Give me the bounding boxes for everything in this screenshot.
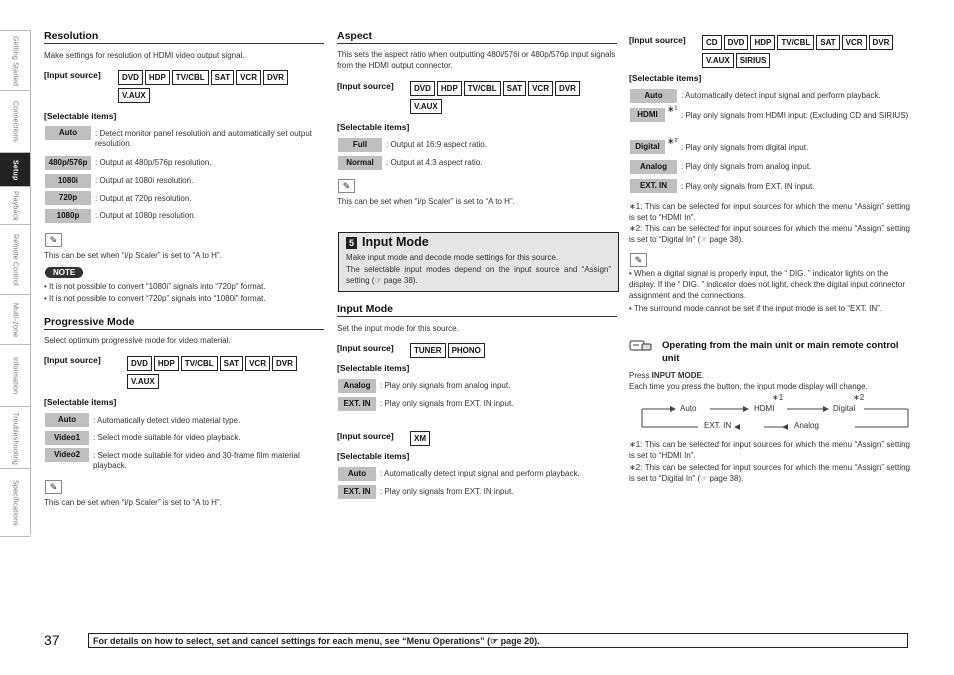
pencil-icon: ✎ — [630, 253, 647, 267]
progressive-desc: Select optimum progressive mode for video material. — [44, 336, 231, 345]
source-box: PHONO — [448, 343, 485, 358]
footnote-2: ∗2: This can be selected for input sources for which the menu “Assign” setting is set to “Digital In” (☞ page 38). — [629, 224, 910, 244]
input-mode-key: INPUT MODE — [651, 371, 702, 380]
source-box: SAT — [211, 70, 234, 85]
input-mode-source-list — [410, 340, 487, 358]
input-mode-selectable-label: [Selectable items] — [337, 363, 410, 373]
source-box: DVR — [263, 70, 288, 85]
pencil-icon: ✎ — [45, 233, 62, 247]
input-mode-box-desc2: The selectable input modes depend on the input source and “Assign” setting (☞ page 38). — [346, 265, 611, 285]
tab-multi-zone[interactable]: Multi-zone — [0, 294, 30, 345]
footnote-mark: ∗² — [667, 136, 678, 146]
operating-heading: Operating from the main unit or main remote control unit — [662, 340, 899, 364]
progressive-item-auto-desc: : Automatically detect video material type. — [93, 416, 241, 425]
input-mode-box-desc: Make input mode and decode mode settings for this source. — [346, 253, 559, 262]
right-item-digital-desc: : Play only signals from digital input. — [681, 143, 809, 152]
diagram-mark-1: ∗1 — [772, 393, 784, 402]
input-mode-item-extin-desc: : Play only signals from EXT. IN input. — [380, 399, 514, 408]
source-box: HDP — [145, 70, 170, 85]
input-mode-item-extin: EXT. IN — [338, 397, 376, 411]
diagram-mark-2: ∗2 — [853, 393, 865, 402]
resolution-input-source-label: [Input source] — [44, 70, 101, 80]
source-box: HDP — [154, 356, 179, 371]
input-mode-section-box — [338, 232, 619, 292]
source-box: VCR — [528, 81, 553, 96]
diagram-extin: EXT. IN — [704, 421, 732, 430]
source-box: V.AUX — [410, 99, 442, 114]
diagram-auto: Auto — [680, 404, 697, 413]
resolution-item-720p: 720p — [45, 191, 91, 205]
resolution-heading: Resolution — [44, 30, 324, 44]
input-mode-item-extin-xm-desc: : Play only signals from EXT. IN input. — [380, 487, 514, 496]
source-box: V.AUX — [702, 53, 734, 68]
pencil-icon: ✎ — [45, 480, 62, 494]
input-mode-item-extin-xm: EXT. IN — [338, 485, 376, 499]
resolution-item-1080i-desc: : Output at 1080i resolution. — [95, 176, 194, 185]
resolution-item-1080p-desc: : Output at 1080p resolution. — [95, 211, 196, 220]
progressive-selectable-label: [Selectable items] — [44, 397, 117, 407]
progressive-item-video1-desc: : Select mode suitable for video playback. — [93, 433, 241, 442]
progressive-item-video2: Video2 — [45, 448, 89, 462]
source-box: SAT — [503, 81, 526, 96]
footer-note: For details on how to select, set and cancel settings for each menu, see “Menu Operations” (☞ page 20). — [88, 633, 908, 648]
right-item-analog: Analog — [630, 160, 677, 174]
tab-specifications[interactable]: Specifications — [0, 468, 30, 537]
tab-remote-control[interactable]: Remote Control — [0, 224, 30, 295]
resolution-source-list — [118, 67, 318, 85]
right-source-list — [702, 32, 912, 50]
progressive-input-source-label: [Input source] — [44, 355, 101, 365]
source-box: TUNER — [410, 343, 446, 358]
page-number: 37 — [44, 632, 60, 648]
source-box: VCR — [236, 70, 261, 85]
input-mode-item-auto-xm-desc: : Automatically detect input signal and perform playback. — [380, 469, 580, 478]
input-mode-cycle-diagram — [640, 393, 910, 433]
resolution-item-480p: 480p/576p — [45, 156, 91, 170]
source-box: DVD — [127, 356, 152, 371]
input-mode-selectable-label-2: [Selectable items] — [337, 451, 410, 461]
aspect-pen-note: This can be set when “i/p Scaler” is set to “A to H”. — [337, 197, 515, 206]
resolution-item-auto-desc: : Detect monitor panel resolution and automatically set output resolution. — [95, 129, 313, 148]
source-box: DVR — [555, 81, 580, 96]
right-item-hdmi: HDMI — [630, 108, 665, 122]
progressive-item-auto: Auto — [45, 413, 89, 427]
tab-getting-started[interactable]: Getting Started — [0, 30, 30, 91]
progressive-pen-note: This can be set when “i/p Scaler” is set to “A to H”. — [44, 498, 222, 507]
aspect-heading: Aspect — [337, 30, 617, 44]
press-desc: Each time you press the button, the input mode display will change. — [629, 382, 868, 391]
footnote-2b: ∗2: This can be selected for input sources for which the menu “Assign” setting is set to “Digital In” (☞ page 38). — [629, 463, 910, 483]
resolution-item-1080p: 1080p — [45, 209, 91, 223]
aspect-desc: This sets the aspect ratio when outputting 480i/576i or 480p/576p input signals from the HDMI output connector. — [337, 50, 616, 70]
right-bullet-2: • The surround mode cannot be set if the input mode is set to “EXT. IN”. — [629, 304, 883, 313]
source-box: DVR — [272, 356, 297, 371]
aspect-source-list — [410, 78, 620, 96]
input-mode-box-title: Input Mode — [362, 235, 429, 249]
diagram-analog: Analog — [794, 421, 819, 430]
source-box: TV/CBL — [172, 70, 209, 85]
right-item-analog-desc: : Play only signals from analog input. — [681, 162, 812, 171]
progressive-item-video2-desc: : Select mode suitable for video and 30-frame film material playback. — [93, 451, 300, 470]
source-box: HDP — [750, 35, 775, 50]
footnote-1: ∗1: This can be selected for input sources for which the menu “Assign” setting is set to “HDMI In”. — [629, 202, 910, 222]
progressive-source-list — [127, 353, 327, 371]
input-mode-item-analog-desc: : Play only signals from analog input. — [380, 381, 511, 390]
tab-playback[interactable]: Playback — [0, 186, 30, 225]
input-mode-desc: Set the input mode for this source. — [337, 324, 459, 333]
right-item-digital: Digital — [630, 140, 665, 154]
aspect-source-list-2 — [410, 96, 444, 114]
source-box: V.AUX — [118, 88, 150, 103]
source-box: DVD — [410, 81, 435, 96]
aspect-item-normal: Normal — [338, 156, 382, 170]
resolution-item-480p-desc: : Output at 480p/576p resolution. — [95, 158, 212, 167]
source-box: VCR — [842, 35, 867, 50]
resolution-note-2: • It is not possible to convert “720p” signals into “1080i” format. — [44, 294, 266, 303]
resolution-item-1080i: 1080i — [45, 174, 91, 188]
source-box: TV/CBL — [464, 81, 501, 96]
input-mode-item-auto-xm: Auto — [338, 467, 376, 481]
source-box: VCR — [245, 356, 270, 371]
right-item-hdmi-desc: : Play only signals from HDMI input. (Excluding CD and SIRIUS) — [681, 111, 909, 120]
right-source-list-2 — [702, 50, 772, 68]
right-item-extin: EXT. IN — [630, 179, 677, 193]
resolution-item-auto: Auto — [45, 126, 91, 140]
diagram-hdmi: HDMI — [754, 404, 775, 413]
tab-setup[interactable]: Setup — [0, 152, 30, 187]
source-box: SAT — [816, 35, 839, 50]
progressive-item-video1: Video1 — [45, 431, 89, 445]
right-item-auto: Auto — [630, 89, 677, 103]
resolution-desc: Make settings for resolution of HDMI video output signal. — [44, 51, 245, 60]
tab-connections[interactable]: Connections — [0, 90, 30, 153]
source-box: SIRIUS — [736, 53, 771, 68]
aspect-selectable-label: [Selectable items] — [337, 122, 410, 132]
diagram-digital: Digital — [833, 404, 856, 413]
side-divider — [30, 30, 31, 535]
footnote-mark: ∗¹ — [667, 104, 678, 114]
aspect-item-normal-desc: : Output at 4:3 aspect ratio. — [386, 158, 483, 167]
resolution-item-720p-desc: : Output at 720p resolution. — [95, 194, 192, 203]
input-mode-input-source-label-2: [Input source] — [337, 431, 394, 441]
source-box: TV/CBL — [777, 35, 814, 50]
aspect-item-full: Full — [338, 138, 382, 152]
source-box: DVR — [869, 35, 894, 50]
source-box: V.AUX — [127, 374, 159, 389]
right-selectable-label: [Selectable items] — [629, 73, 702, 83]
resolution-pen-note: This can be set when “i/p Scaler” is set to “A to H”. — [44, 251, 222, 260]
press-instruction: Press INPUT MODE. — [629, 371, 705, 380]
source-box: DVD — [724, 35, 749, 50]
resolution-selectable-label: [Selectable items] — [44, 111, 117, 121]
tab-troubleshooting[interactable]: Troubleshooting — [0, 406, 30, 469]
resolution-source-list-2 — [118, 85, 152, 103]
section-number: 5 — [346, 237, 357, 249]
right-item-extin-desc: : Play only signals from EXT. IN input. — [681, 182, 815, 191]
source-box: CD — [702, 35, 722, 50]
source-box: XM — [410, 431, 430, 446]
pencil-icon: ✎ — [338, 179, 355, 193]
input-mode-item-analog: Analog — [338, 379, 376, 393]
source-box: DVD — [118, 70, 143, 85]
aspect-input-source-label: [Input source] — [337, 81, 394, 91]
source-box: TV/CBL — [181, 356, 218, 371]
remote-hand-icon — [629, 338, 653, 356]
right-input-source-label: [Input source] — [629, 35, 686, 45]
resolution-note-1: • It is not possible to convert “1080i” signals into “720p” format. — [44, 282, 266, 291]
aspect-item-full-desc: : Output at 16:9 aspect ratio. — [386, 140, 487, 149]
footnote-1b: ∗1: This can be selected for input sources for which the menu “Assign” setting is set to “HDMI In”. — [629, 440, 910, 460]
progressive-source-list-2 — [127, 371, 161, 389]
source-box: SAT — [220, 356, 243, 371]
tab-information[interactable]: Information — [0, 344, 30, 407]
input-mode-source-list-xm — [410, 428, 432, 446]
progressive-heading: Progressive Mode — [44, 316, 324, 330]
source-box: HDP — [437, 81, 462, 96]
input-mode-heading: Input Mode — [337, 303, 617, 317]
right-bullet-1: • When a digital signal is properly input, the “ DIG. ” indicator lights on the display. If the “ DIG. ” indicator does not light, check the digital input connector assignment and the connections. — [629, 269, 905, 300]
note-badge: NOTE — [45, 267, 83, 278]
input-mode-input-source-label: [Input source] — [337, 343, 394, 353]
right-item-auto-desc: : Automatically detect input signal and perform playback. — [681, 91, 881, 100]
